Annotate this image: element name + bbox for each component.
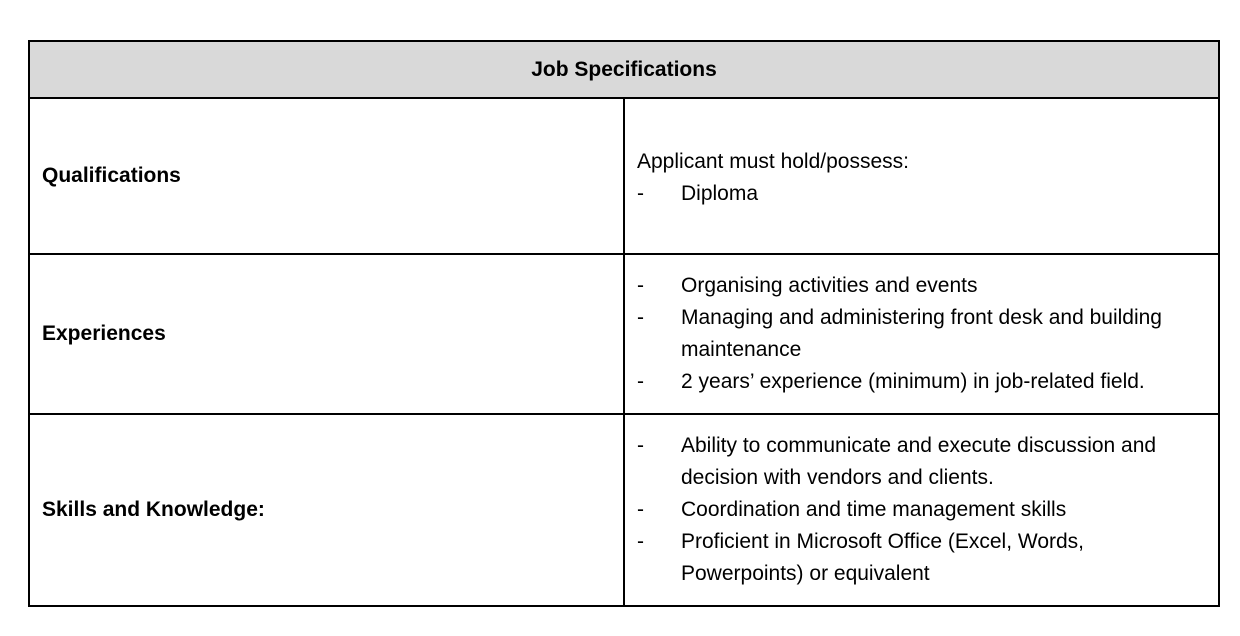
skills-list — [637, 430, 1210, 590]
table-row-experiences — [29, 254, 1219, 414]
dash-bullet: - — [637, 274, 644, 297]
experiences-list — [637, 270, 1210, 398]
row-content-skills — [624, 414, 1219, 606]
row-label-qualifications: Qualifications — [29, 98, 624, 254]
dash-bullet: - — [637, 370, 644, 393]
qualifications-intro: Applicant must hold/possess: — [637, 150, 909, 173]
list-item-text: Proficient in Microsoft Office (Excel, Words, Powerpoints) or equivalent — [681, 530, 1085, 585]
row-label-experiences: Experiences — [29, 254, 624, 414]
list-item — [637, 526, 1210, 590]
table-row-qualifications — [29, 98, 1219, 254]
qualifications-list — [637, 178, 1210, 210]
list-item-text: Managing and administering front desk and building maintenance — [681, 306, 1162, 361]
row-content-qualifications — [624, 98, 1219, 254]
list-item-text: 2 years’ experience (minimum) in job-related field. — [681, 370, 1145, 393]
dash-bullet: - — [637, 498, 644, 521]
job-specifications-table — [28, 40, 1220, 607]
list-item — [637, 302, 1210, 366]
list-item — [637, 270, 1210, 302]
list-item-text: Organising activities and events — [681, 274, 978, 297]
list-item — [637, 366, 1210, 398]
row-label-skills: Skills and Knowledge: — [29, 414, 624, 606]
list-item-text: Ability to communicate and execute discussion and decision with vendors and clients. — [681, 434, 1157, 489]
table-header-row — [29, 41, 1219, 98]
dash-bullet: - — [637, 434, 644, 457]
table-row-skills — [29, 414, 1219, 606]
row-content-experiences — [624, 254, 1219, 414]
table-title: Job Specifications — [29, 41, 1219, 98]
list-item — [637, 178, 1210, 210]
list-item-text: Diploma — [681, 182, 759, 205]
list-item — [637, 430, 1210, 494]
dash-bullet: - — [637, 182, 644, 205]
dash-bullet: - — [637, 530, 644, 553]
list-item-text: Coordination and time management skills — [681, 498, 1067, 521]
list-item — [637, 494, 1210, 526]
dash-bullet: - — [637, 306, 644, 329]
